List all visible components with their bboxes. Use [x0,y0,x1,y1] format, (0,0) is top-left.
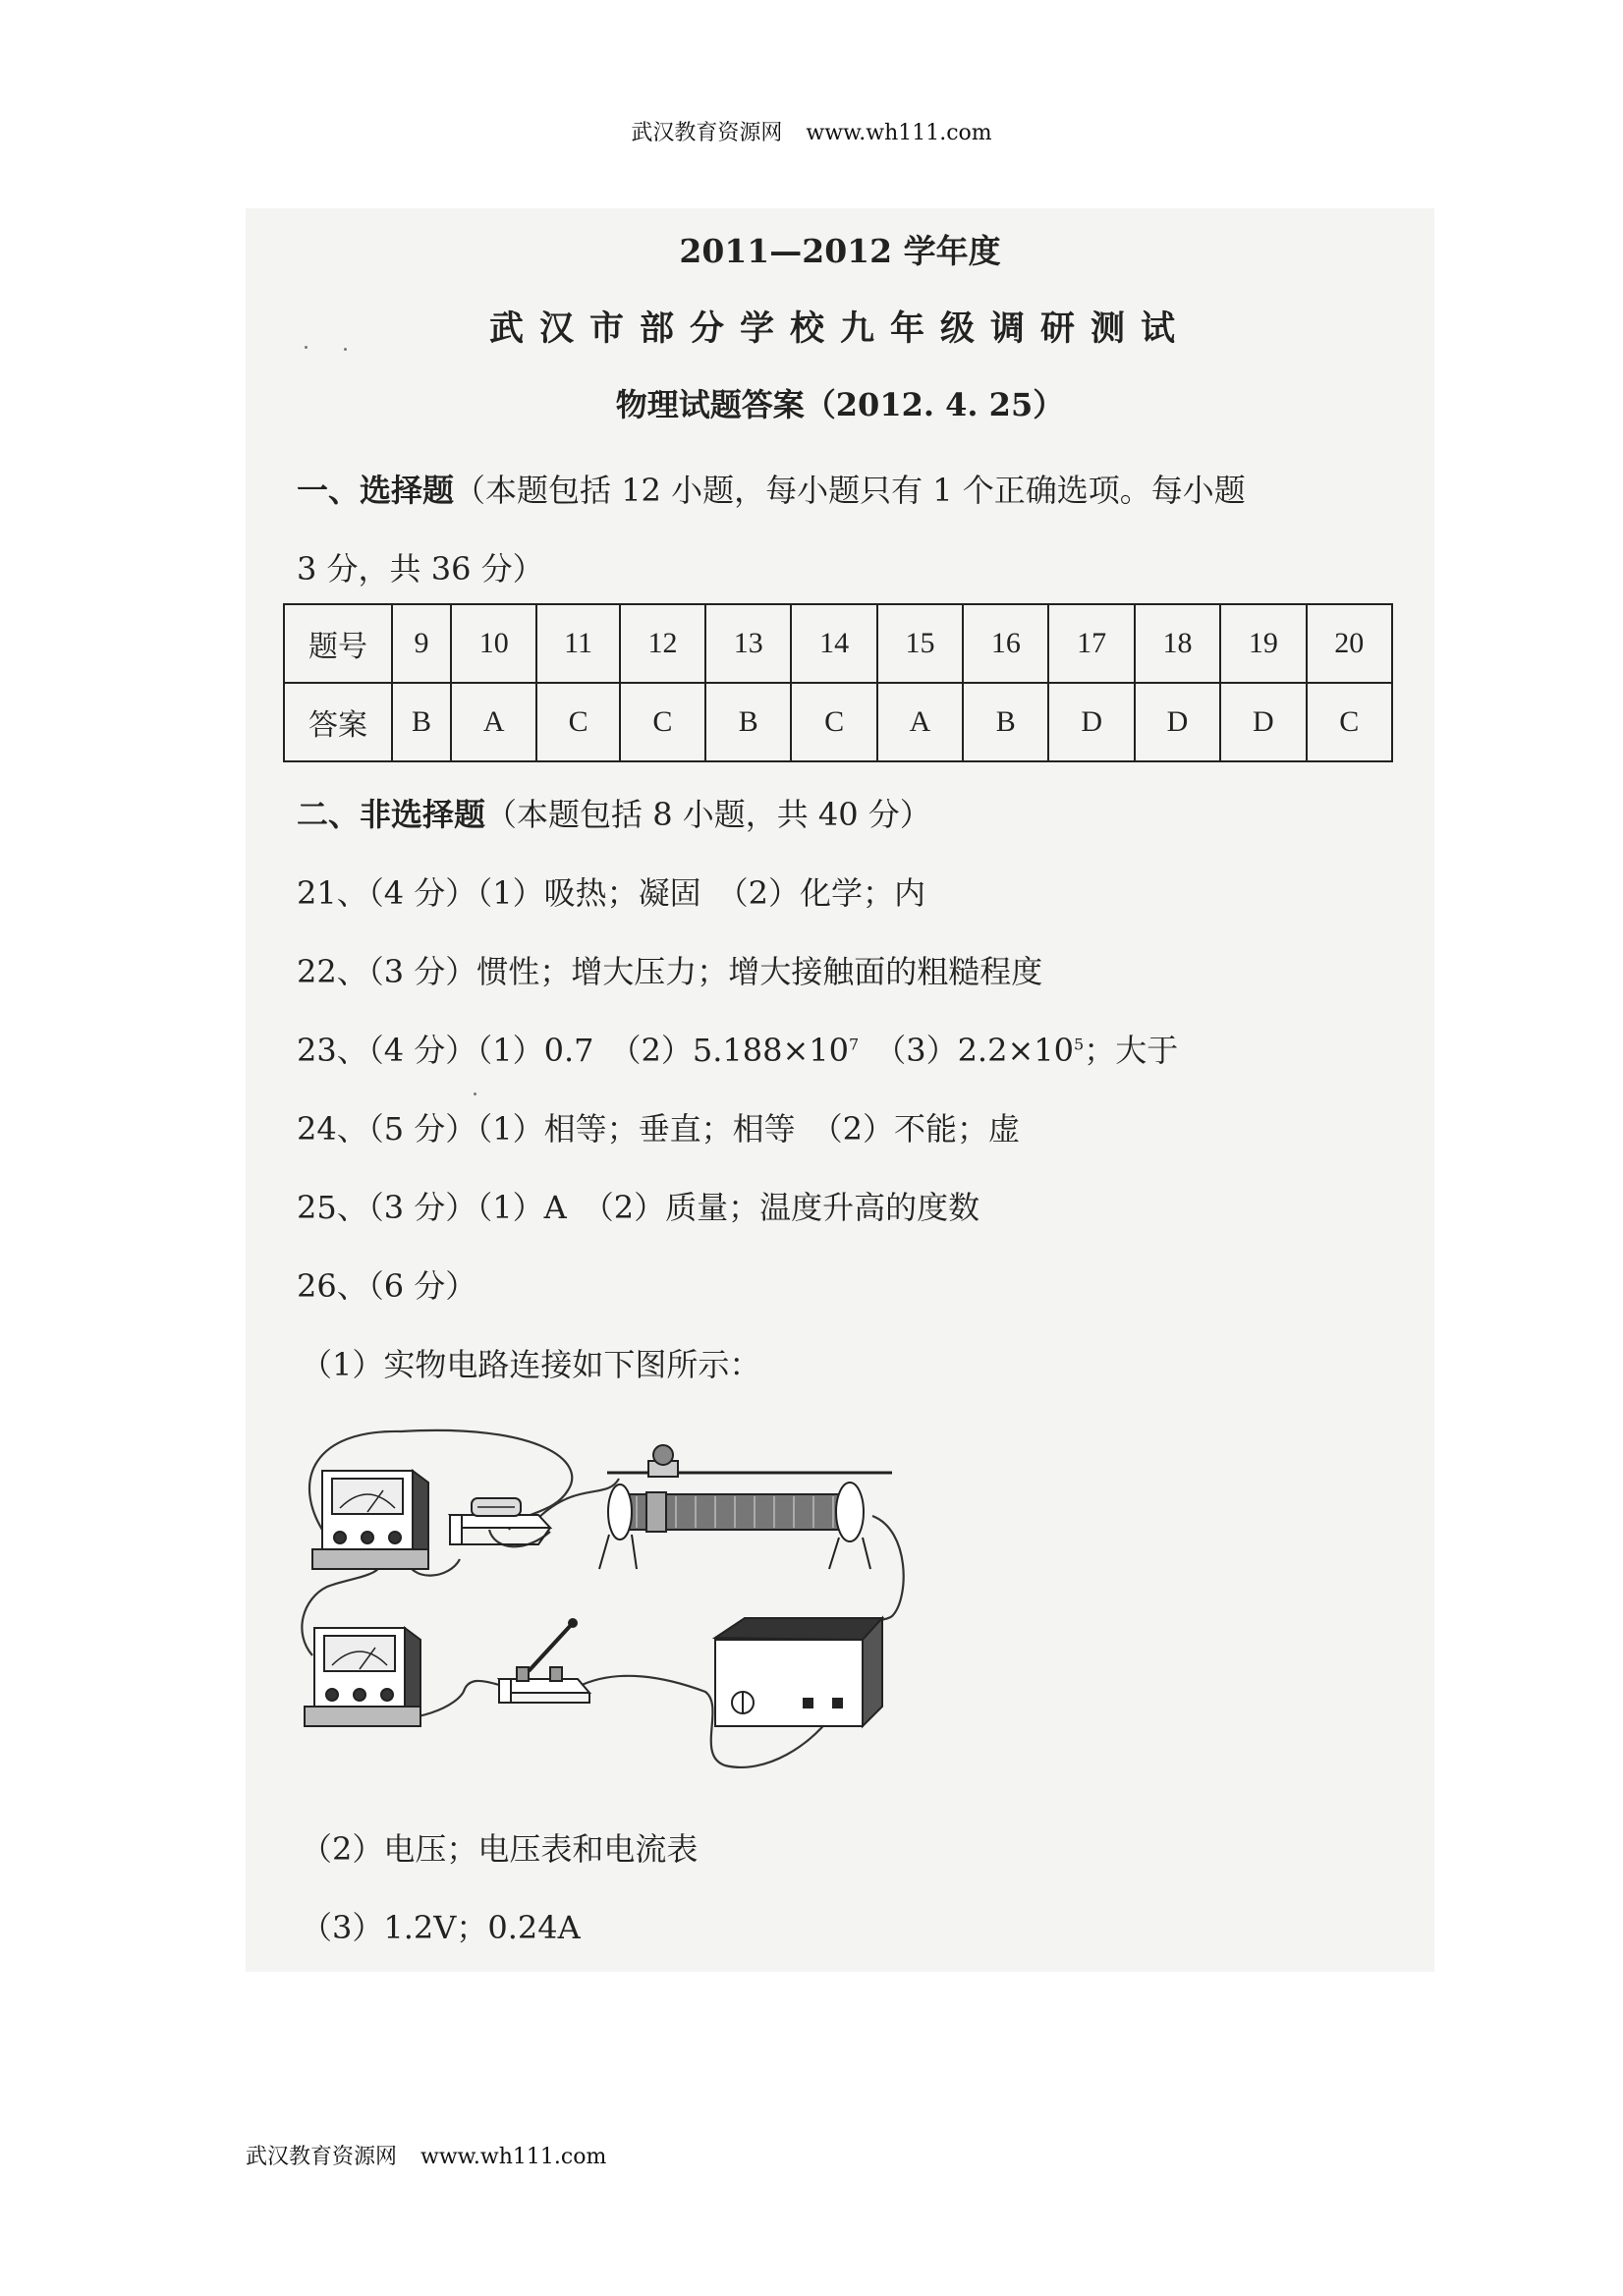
table-cell-number: 20 [1307,604,1392,683]
header-site-name: 武汉教育资源网 [631,121,783,145]
q23-part-c: ；大于 [1084,1032,1179,1069]
q23-exponent-2: 5 [1074,1035,1085,1054]
answer-q26-part3: （3）1.2V；0.24A [301,1909,581,1946]
scan-speck [474,1092,476,1095]
answer-q26-part2: （2）电压；电压表和电流表 [301,1830,699,1868]
section1-heading-line [297,466,1246,511]
scanned-answer-sheet [246,208,1434,1972]
document-title: 武汉市部分学校九年级调研测试 [488,308,1191,349]
table-cell-number: 13 [705,604,791,683]
table-row-answers [284,683,1392,761]
ammeter-icon [305,1628,420,1726]
answer-q23 [297,1026,1178,1071]
power-supply-icon [715,1618,882,1726]
table-label-answer: 答案 [284,683,392,761]
lamp-holder-icon [450,1498,550,1544]
section2-heading: 二、非选择题 [297,796,486,833]
switch-icon [499,1619,589,1703]
rheostat-icon [599,1445,892,1569]
table-cell-number: 16 [963,604,1048,683]
header-site-url: www.wh111.com [806,121,992,145]
answer-q26-title: 26、（6 分） [297,1267,477,1305]
table-cell-number: 14 [791,604,876,683]
table-cell-answer: A [451,683,536,761]
table-cell-answer: D [1220,683,1306,761]
table-cell-number: 11 [536,604,619,683]
table-cell-answer: C [536,683,619,761]
circuit-diagram [293,1422,922,1785]
table-cell-answer: D [1048,683,1134,761]
answer-q24: 24、（5 分）（1）相等；垂直；相等 （2）不能；虚 [297,1110,1020,1148]
table-label-question-number: 题号 [284,604,392,683]
answer-table [283,603,1393,762]
section1-note-line2: 3 分，共 36 分） [297,550,544,588]
voltmeter-icon [312,1471,428,1569]
section1-note-line1: （本题包括 12 小题，每小题只有 1 个正确选项。每小题 [454,472,1246,509]
section2-note: （本题包括 8 小题，共 40 分） [485,796,931,833]
answer-q22: 22、（3 分）惯性；增大压力；增大接触面的粗糙程度 [297,953,1043,990]
table-cell-answer: B [705,683,791,761]
table-cell-number: 15 [877,604,963,683]
section1-heading: 一、选择题 [297,472,455,509]
table-cell-answer: A [877,683,963,761]
table-cell-number: 9 [392,604,451,683]
answer-q21: 21、（4 分）（1）吸热；凝固 （2）化学；内 [297,874,925,912]
page-header [0,116,1623,146]
answer-q26-part1: （1）实物电路连接如下图所示： [301,1346,761,1383]
table-cell-number: 12 [620,604,705,683]
table-cell-number: 19 [1220,604,1306,683]
table-cell-answer: B [392,683,451,761]
section2-heading-line [297,790,931,835]
table-cell-number: 10 [451,604,536,683]
table-cell-answer: C [1307,683,1392,761]
academic-year: 2011—2012 学年度 [679,232,1001,270]
footer-site-name: 武汉教育资源网 [246,2145,398,2169]
table-row-numbers [284,604,1392,683]
page-footer [246,2140,606,2170]
table-cell-answer: C [791,683,876,761]
q23-part-a: 23、（4 分）（1）0.7 （2）5.188×10 [297,1032,850,1069]
wire [538,1479,619,1518]
table-cell-answer: D [1135,683,1220,761]
table-cell-answer: C [620,683,705,761]
footer-site-url: www.wh111.com [420,2145,607,2169]
table-cell-number: 17 [1048,604,1134,683]
document-subtitle: 物理试题答案（2012. 4. 25） [615,386,1065,423]
table-cell-number: 18 [1135,604,1220,683]
table-cell-answer: B [963,683,1048,761]
q23-part-b: （3）2.2×10 [859,1032,1074,1069]
q23-exponent-1: 7 [849,1035,860,1054]
answer-q25: 25、（3 分）（1）A （2）质量；温度升高的度数 [297,1189,980,1226]
